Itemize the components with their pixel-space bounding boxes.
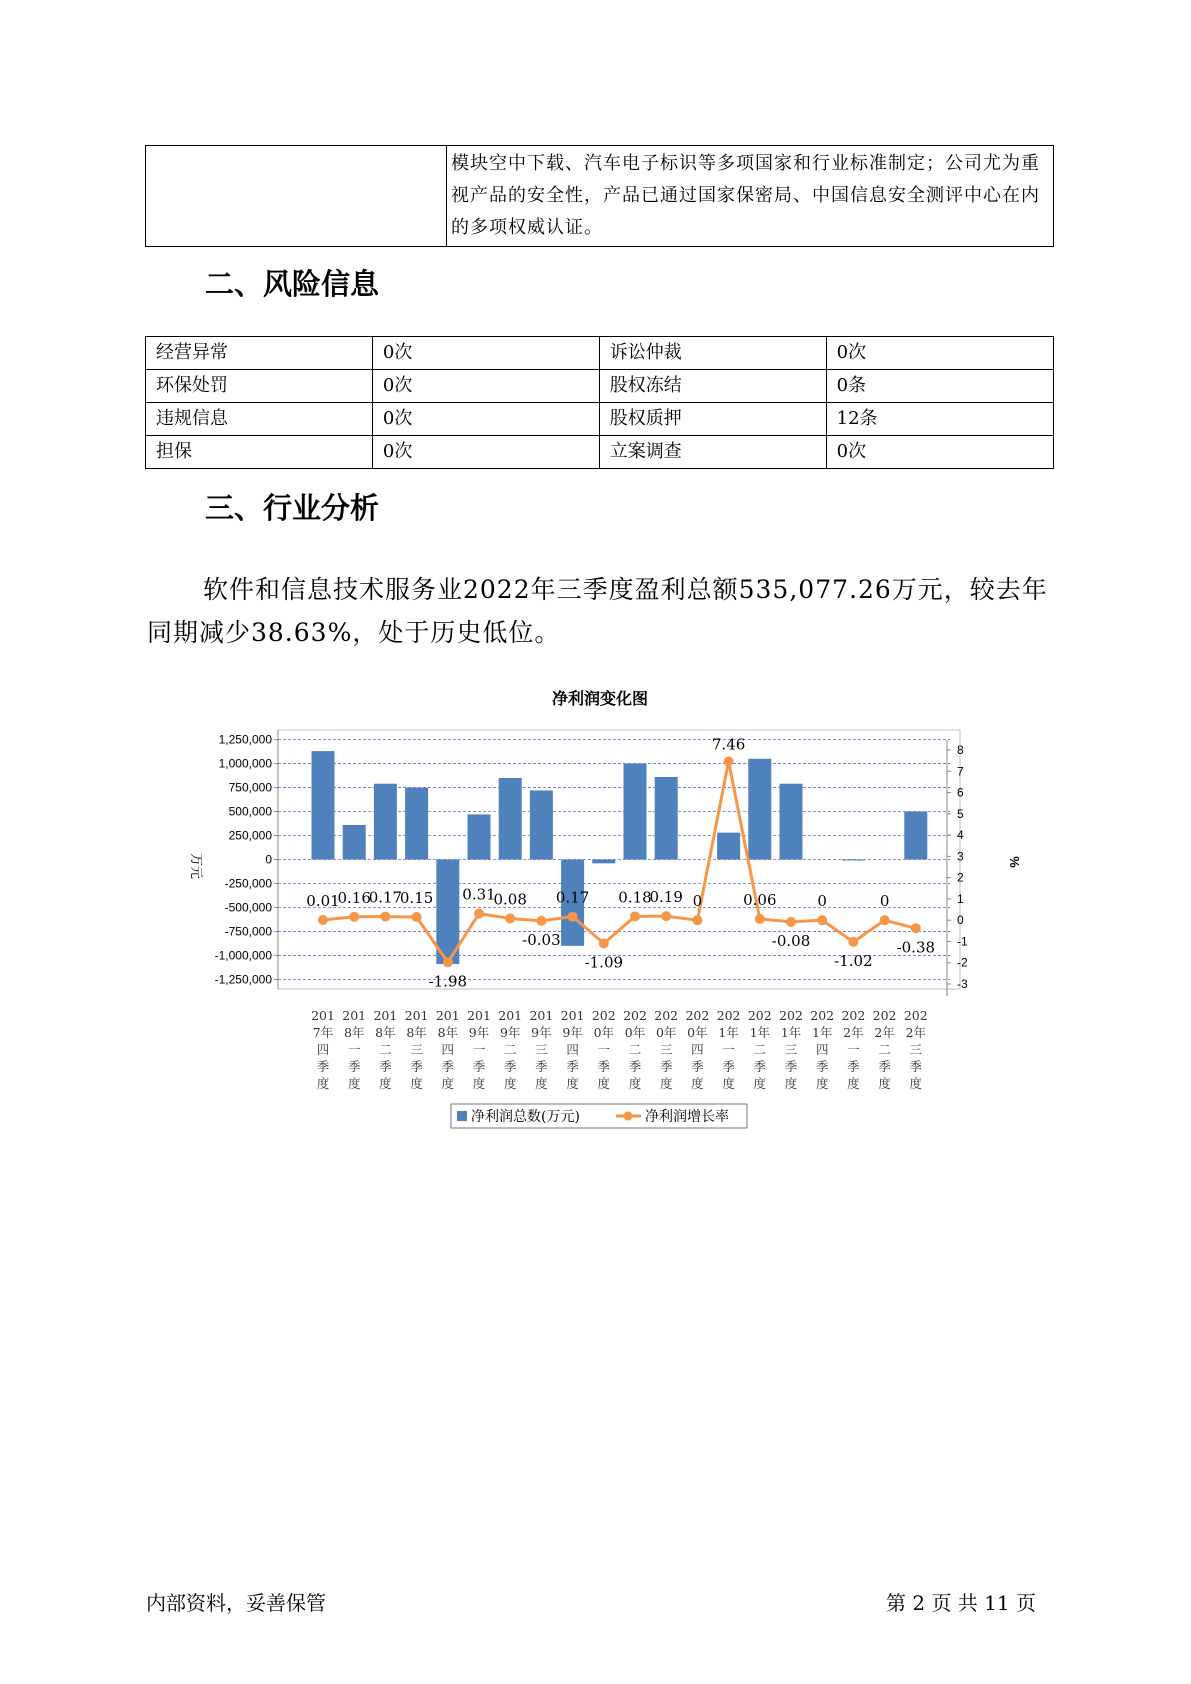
growth-point [443,957,453,967]
category-label: 度 [815,1076,829,1091]
growth-point [724,756,734,766]
bar [343,825,366,860]
category-label: 0年 [655,1025,677,1040]
risk-value: 0次 [372,370,599,403]
category-label: 9年 [562,1025,583,1040]
right-tick-label: 0 [957,913,964,928]
category-label: 9年 [531,1025,552,1040]
risk-value: 0次 [826,436,1053,469]
category-label: 季 [597,1059,611,1074]
top-table-content: 模块空中下载、汽车电子标识等多项国家和行业标准制定；公司尤为重视产品的安全性，产品已通过国家保密局、中国信息安全测评中心在内的多项权威认证。 [447,146,1054,247]
category-label: 201 [435,1008,460,1023]
industry-paragraph: 软件和信息技术服务业2022年三季度盈利总额535,077.26万元，较去年同期减少38.63%，处于历史低位。 [147,575,1048,647]
category-label: 二 [628,1042,642,1057]
left-tick-label: 750,000 [228,780,272,795]
category-label: 度 [784,1076,798,1091]
category-label: 度 [753,1076,767,1091]
category-label: 0年 [593,1025,615,1040]
category-label: 9年 [468,1025,490,1040]
category-label: 8年 [343,1025,365,1040]
growth-data-label: 0.01 [306,891,340,910]
bar [717,833,740,860]
category-label: 季 [753,1059,767,1074]
category-label: 度 [597,1076,611,1091]
growth-point [474,909,484,919]
chart-title: 净利润变化图 [551,689,649,708]
category-label: 三 [659,1042,673,1057]
growth-data-label: 0 [692,892,703,911]
left-tick-label: 1,250,000 [218,732,272,747]
risk-label: 股权质押 [599,403,826,436]
growth-point [911,923,921,933]
category-label: 度 [347,1076,361,1091]
growth-data-label: 0.19 [649,888,683,907]
category-label: 度 [316,1076,330,1091]
category-label: 202 [872,1008,897,1023]
growth-data-label: 0.17 [368,888,403,907]
category-label: 季 [722,1059,735,1074]
category-label: 1年 [718,1025,739,1040]
risk-value: 0次 [372,403,599,436]
footer-confidential: 内部资料，妥善保管 [146,1591,326,1615]
bar [374,784,397,860]
category-label: 8年 [437,1025,459,1040]
growth-point [318,915,328,925]
risk-row [146,337,1054,370]
growth-data-label: 0.06 [743,890,777,909]
category-label: 202 [841,1008,866,1023]
category-label: 202 [716,1008,741,1023]
growth-point [786,917,796,927]
risk-table [145,336,1054,469]
legend-line-label: 净利润增长率 [645,1109,729,1125]
category-label: 季 [503,1059,517,1074]
category-label: 季 [379,1059,392,1074]
category-label: 季 [815,1059,829,1074]
bar [748,759,771,860]
growth-data-label: -0.38 [896,938,936,957]
category-label: 三 [909,1042,923,1057]
growth-point [505,913,515,923]
growth-data-label: 7.46 [711,735,746,754]
growth-data-label: 0.31 [462,885,496,904]
category-label: 二 [753,1042,767,1057]
bar [655,777,678,859]
category-label: 一 [597,1042,611,1057]
bar [530,790,553,859]
bar [624,764,647,860]
right-tick-label: 3 [957,849,964,864]
risk-row [146,403,1054,436]
category-label: 202 [623,1008,647,1023]
right-tick-label: 6 [957,785,964,800]
right-tick-label: 1 [957,891,964,906]
risk-value: 0条 [826,370,1053,403]
top-table [145,145,1054,247]
category-label: 四 [566,1042,579,1057]
risk-label: 立案调查 [599,436,826,469]
risk-label: 环保处罚 [146,370,373,403]
category-label: 二 [503,1042,517,1057]
left-tick-label: 0 [265,852,272,867]
risk-value: 0次 [372,436,599,469]
category-label: 201 [529,1008,554,1023]
category-label: 202 [810,1008,835,1023]
top-table-left-cell [146,146,447,247]
right-tick-label: 5 [957,806,964,821]
left-tick-label: -750,000 [224,924,272,939]
bar [312,751,335,859]
category-label: 季 [441,1059,455,1074]
growth-point [536,916,546,926]
growth-point [817,915,827,925]
category-label: 季 [878,1059,891,1074]
growth-point [880,915,890,925]
risk-row [146,436,1054,469]
bar [592,860,615,864]
category-label: 2年 [905,1025,927,1040]
left-tick-label: 250,000 [228,828,272,843]
category-label: 度 [410,1076,423,1091]
right-tick-label: -1 [957,934,968,949]
category-label: 0年 [687,1025,708,1040]
left-axis-label: 万元 [188,852,203,880]
right-tick-label: 4 [957,828,964,843]
category-label: 三 [410,1042,423,1057]
category-label: 季 [316,1059,330,1074]
right-tick-label: 7 [957,764,964,779]
growth-data-label: 0.17 [555,888,590,907]
category-label: 201 [311,1008,335,1023]
risk-value: 12条 [826,403,1053,436]
category-label: 度 [691,1076,704,1091]
risk-label: 股权冻结 [599,370,826,403]
bar [842,860,865,861]
category-label: 度 [441,1076,455,1091]
growth-point [568,912,578,922]
bar [405,788,428,860]
category-label: 季 [566,1059,579,1074]
growth-data-label: -1.98 [428,972,468,991]
category-label: 9年 [499,1025,521,1040]
growth-point [755,914,765,924]
category-label: 度 [379,1076,392,1091]
left-tick-label: 500,000 [228,804,272,819]
risk-value: 0次 [372,337,599,370]
category-label: 201 [404,1008,429,1023]
category-label: 一 [847,1042,860,1057]
category-label: 201 [342,1008,367,1023]
category-label: 四 [691,1042,704,1057]
category-label: 202 [685,1008,710,1023]
category-label: 二 [878,1042,891,1057]
category-label: 202 [903,1008,928,1023]
growth-data-label: 0.15 [399,888,434,907]
category-label: 季 [784,1059,798,1074]
growth-point [630,911,640,921]
category-label: 四 [316,1042,330,1057]
risk-label: 经营异常 [146,337,373,370]
category-label: 度 [847,1076,860,1091]
legend-line-marker [624,1112,633,1121]
category-label: 四 [815,1042,829,1057]
category-label: 度 [535,1076,548,1091]
category-label: 二 [379,1042,392,1057]
bar [780,784,803,860]
category-label: 201 [560,1008,585,1023]
category-label: 季 [628,1059,642,1074]
growth-point [692,915,702,925]
category-label: 202 [591,1008,616,1023]
category-label: 度 [878,1076,891,1091]
category-label: 季 [659,1059,673,1074]
category-label: 1年 [811,1025,833,1040]
growth-point [599,938,609,948]
category-label: 四 [441,1042,455,1057]
growth-data-label: 0 [879,892,890,911]
category-label: 202 [747,1008,772,1023]
growth-point [412,912,422,922]
left-tick-label: -1,000,000 [214,948,272,963]
risk-label: 诉讼仲裁 [599,337,826,370]
section2-title: 二、风险信息 [205,267,380,301]
growth-point [848,937,858,947]
category-label: 季 [691,1059,704,1074]
category-label: 1年 [749,1025,771,1040]
left-tick-label: -1,250,000 [214,972,272,987]
category-label: 度 [722,1076,735,1091]
growth-data-label: -1.02 [834,951,873,970]
growth-data-label: 0 [817,892,827,911]
bar [904,812,927,860]
growth-data-label: 0.18 [618,888,652,907]
right-axis-label: % [1007,856,1022,868]
right-tick-label: -2 [957,955,968,970]
category-label: 度 [909,1076,923,1091]
category-label: 度 [566,1076,579,1091]
category-label: 季 [847,1059,860,1074]
growth-data-label: -0.03 [522,930,561,949]
left-tick-label: -250,000 [224,876,272,891]
category-label: 201 [467,1008,491,1023]
category-label: 季 [909,1059,923,1074]
category-label: 三 [535,1042,548,1057]
category-label: 202 [654,1008,679,1023]
growth-point [349,912,359,922]
category-label: 201 [498,1008,523,1023]
growth-point [380,912,390,922]
footer-page-number: 第 2 页 共 11 页 [886,1591,1036,1615]
category-label: 季 [472,1059,486,1074]
growth-data-label: 0.08 [493,890,527,909]
category-label: 三 [784,1042,798,1057]
category-label: 1年 [780,1025,802,1040]
legend-bar-label: 净利润总数(万元) [471,1109,580,1125]
risk-value: 0次 [826,337,1053,370]
net-profit-chart [180,680,1022,1140]
category-label: 202 [779,1008,803,1023]
category-label: 季 [347,1059,361,1074]
risk-label: 担保 [146,436,373,469]
right-tick-label: 8 [957,743,964,757]
growth-data-label: -1.09 [584,953,624,972]
risk-row [146,370,1054,403]
category-label: 2年 [874,1025,895,1040]
category-label: 7年 [312,1025,334,1040]
right-tick-label: -3 [957,977,968,991]
left-tick-label: 1,000,000 [218,756,272,771]
category-label: 201 [373,1008,398,1023]
risk-label: 违规信息 [146,403,373,436]
category-label: 8年 [406,1025,427,1040]
category-label: 一 [472,1042,486,1057]
category-label: 度 [659,1076,673,1091]
category-label: 季 [535,1059,548,1074]
category-label: 一 [722,1042,735,1057]
growth-data-label: -0.08 [771,931,811,950]
category-label: 0年 [624,1025,646,1040]
growth-point [661,911,671,921]
category-label: 一 [347,1042,361,1057]
category-label: 度 [472,1076,486,1091]
category-label: 度 [628,1076,642,1091]
bar [499,778,522,860]
category-label: 季 [410,1059,423,1074]
category-label: 8年 [375,1025,396,1040]
bar [468,814,491,859]
legend-bar-swatch [457,1111,467,1121]
right-tick-label: 2 [957,870,964,885]
left-tick-label: -500,000 [224,900,272,915]
category-label: 度 [503,1076,517,1091]
section3-title: 三、行业分析 [205,491,380,525]
category-label: 2年 [843,1025,864,1040]
growth-data-label: 0.16 [337,888,371,907]
